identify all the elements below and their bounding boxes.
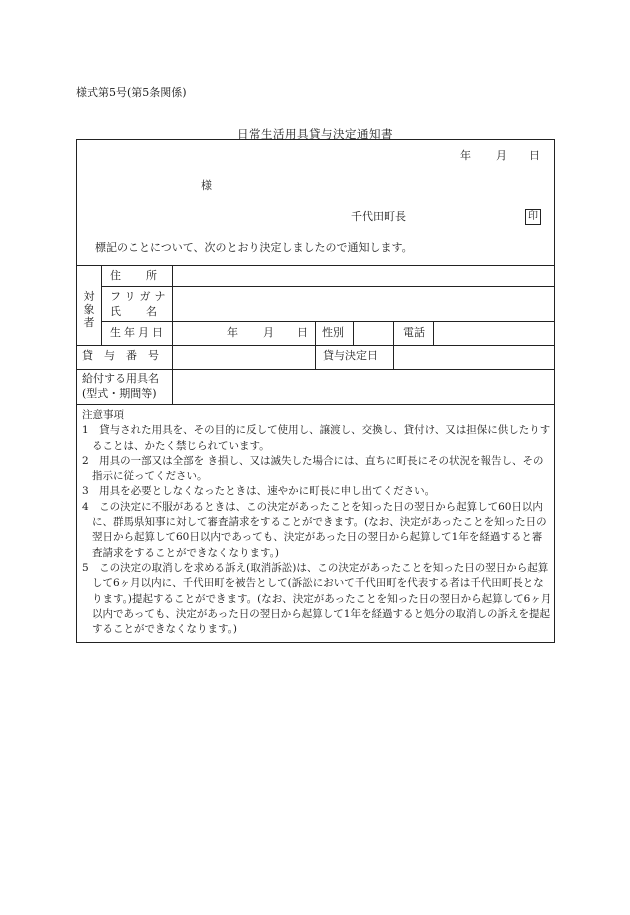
column-rule: [353, 321, 354, 345]
column-rule: [433, 321, 434, 345]
note-item: 4 この決定に不服があるときは、この決定があったことを知った日の翌日から起算して60日以内に、群馬県知事に対して審査請求をすることができます。(なお、決定があったことを知った日の翌日から起算して60日以内であっても、決定があった日の翌日から起算して1年を経過すると審査請求をすることができなくなります。): [82, 500, 547, 559]
subject-label: 対 象 者: [83, 290, 95, 329]
furigana-label: フリガナ: [110, 290, 170, 303]
note-item: 3 用具を必要としなくなったときは、速やかに町長に申し出てください。: [82, 485, 436, 498]
form-number-label: 様式第5号(第5条関係): [76, 86, 187, 99]
document-title: 日常生活用具貸与決定通知書: [237, 127, 393, 141]
column-rule: [101, 265, 102, 345]
items-sublabel: (型式・期間等): [82, 387, 157, 400]
notes-heading: 注意事項: [82, 409, 124, 421]
seal-mark: 印: [525, 209, 541, 225]
notes-section: [82, 408, 552, 637]
notice-body: 標記のことについて、次のとおり決定しましたので通知します。: [95, 241, 413, 254]
notice-form: [76, 139, 555, 643]
address-label: 住 所: [110, 269, 158, 282]
column-rule: [393, 321, 394, 369]
row-rule: [77, 404, 554, 405]
column-rule: [315, 321, 316, 369]
table-top-rule: [77, 265, 554, 266]
birth-year-label: 年: [227, 326, 238, 339]
issuer-name: 千代田町長: [351, 210, 406, 223]
note-item: 1 貸与された用具を、その目的に反して使用し、譲渡し、交換し、貸付け、又は担保に供したりすることは、かたく禁じられています。: [82, 424, 551, 452]
date-month-label: 月: [496, 149, 507, 162]
loan-number-label: 貸 与 番 号: [82, 349, 159, 362]
row-rule: [101, 321, 554, 322]
addressee-suffix: 様: [201, 179, 212, 192]
note-item: 2 用具の一部又は全部を き損し、又は滅失した場合には、直ちに町長にその状況を報告し、その指示に従ってください。: [82, 454, 544, 483]
birthdate-label: 生年月日: [110, 326, 166, 339]
column-rule: [172, 265, 173, 404]
note-item: 5 この決定の取消しを求める訴え(取消訴訟)は、この決定があったことを知った日の翌日から起算して6ヶ月以内に、千代田町を被告として(訴訟において千代田町を代表する者は千代田町長となります。)提起することができます。(なお、決定があったことを知った日の翌日から起算して6ヶ月以内であっても、決定があった日の翌日から起算して1年を経過すると処分の取消しの訴えを提起することができなくなります。): [82, 561, 552, 636]
gender-label: 性別: [322, 326, 344, 339]
phone-label: 電話: [403, 326, 425, 339]
date-day-label: 日: [529, 149, 540, 162]
name-label: 氏 名: [110, 305, 158, 318]
date-year-label: 年: [460, 149, 471, 162]
birth-month-label: 月: [263, 326, 274, 339]
row-rule: [101, 286, 554, 287]
loan-date-label: 貸与決定日: [323, 349, 378, 362]
row-rule: [77, 369, 554, 370]
birth-day-label: 日: [297, 326, 308, 339]
items-label: 給付する用具名: [82, 372, 159, 385]
